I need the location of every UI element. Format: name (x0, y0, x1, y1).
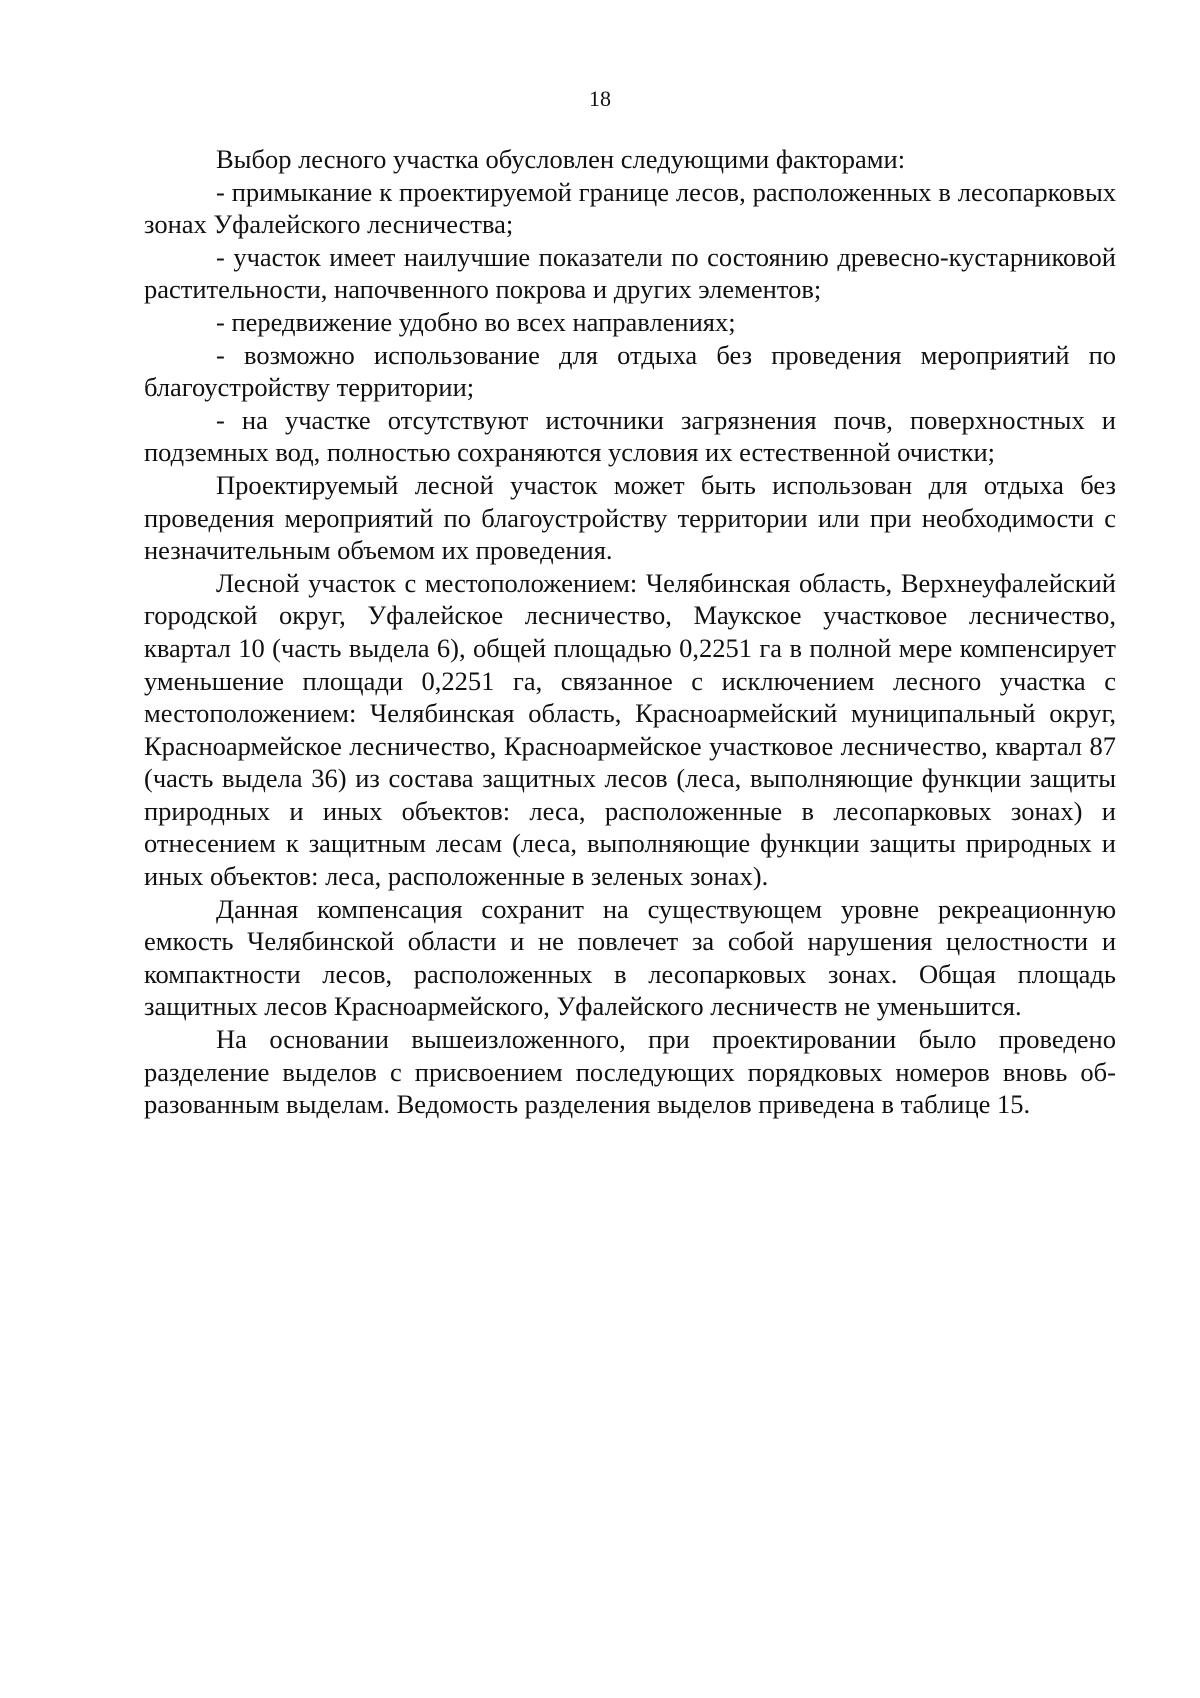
paragraph-recreation-use: Проектируемый лесной участок может быть использован для отдыха без проведения мероприятий по благоустройству территории или при необходимости с незначительным объемом их проведения. (144, 469, 1116, 566)
page-number: 18 (589, 86, 611, 111)
paragraph-factor-4: - возможно использование для отдыха без проведения мероприятий по благоустройству территории; (144, 339, 1116, 403)
body-text (144, 143, 1116, 1121)
paragraph-factor-5: - на участке отсутствуют источники загрязнения почв, поверхностных и подземных вод, полностью сохраняются условия их естественной очистки; (144, 404, 1116, 468)
paragraph-factor-1: - примыкание к проектируемой границе лесов, расположенных в лесопарковых зонах Уфалейского лесничества; (144, 176, 1116, 240)
paragraph-compensation-location: Лесной участок с местоположением: Челябинская область, Верхнеуфалейский городской округ, Уфалейское лесничество, Маукское участковое лесничество, квартал 10 (часть выдела 6), общей площадью 0,2251 га в полной мере компенсирует уменьшение площади 0,2251 га, связанное с исключением лесного участка с местоположением: Челябинская область, Красноармейский муниципальный округ, Красноармейское лесничество, Красноармейское участковое лесничество, квартал 87 (часть выдела 36) из состава защитных лесов (леса, выполняющие функции защиты природных и иных объектов: леса, расположенные в лесопарковых зонах) и отнесением к защитным лесам (леса, выполняющие функции защиты природных и иных объектов: леса, расположенные в зеленых зонах). (144, 567, 1116, 892)
paragraph-compensation-effect: Данная компенсация сохранит на существующем уровне рекреационную емкость Челябинской области и не повлечет за собой нарушения целостности и компактности лесов, расположенных в лесопарковых зонах. Общая площадь защитных лесов Красноармейского, Уфалейского лесничеств не уменьшится. (144, 893, 1116, 1022)
paragraph-factor-3: - передвижение удобно во всех направлениях; (216, 306, 736, 337)
paragraph-factor-2: - участок имеет наилучшие показатели по состоянию древесно-кустарниковой растительности, напочвенного покрова и других элементов; (144, 241, 1116, 305)
paragraph-intro: Выбор лесного участка обусловлен следующими факторами: (216, 144, 906, 174)
paragraph-conclusion: На основании вышеизложенного, при проектировании было проведено разделение выделов с присвоением последующих порядковых номеров вновь образованным выделам. Ведомость разделения выделов приведена в таблице 15. (144, 1024, 1116, 1120)
